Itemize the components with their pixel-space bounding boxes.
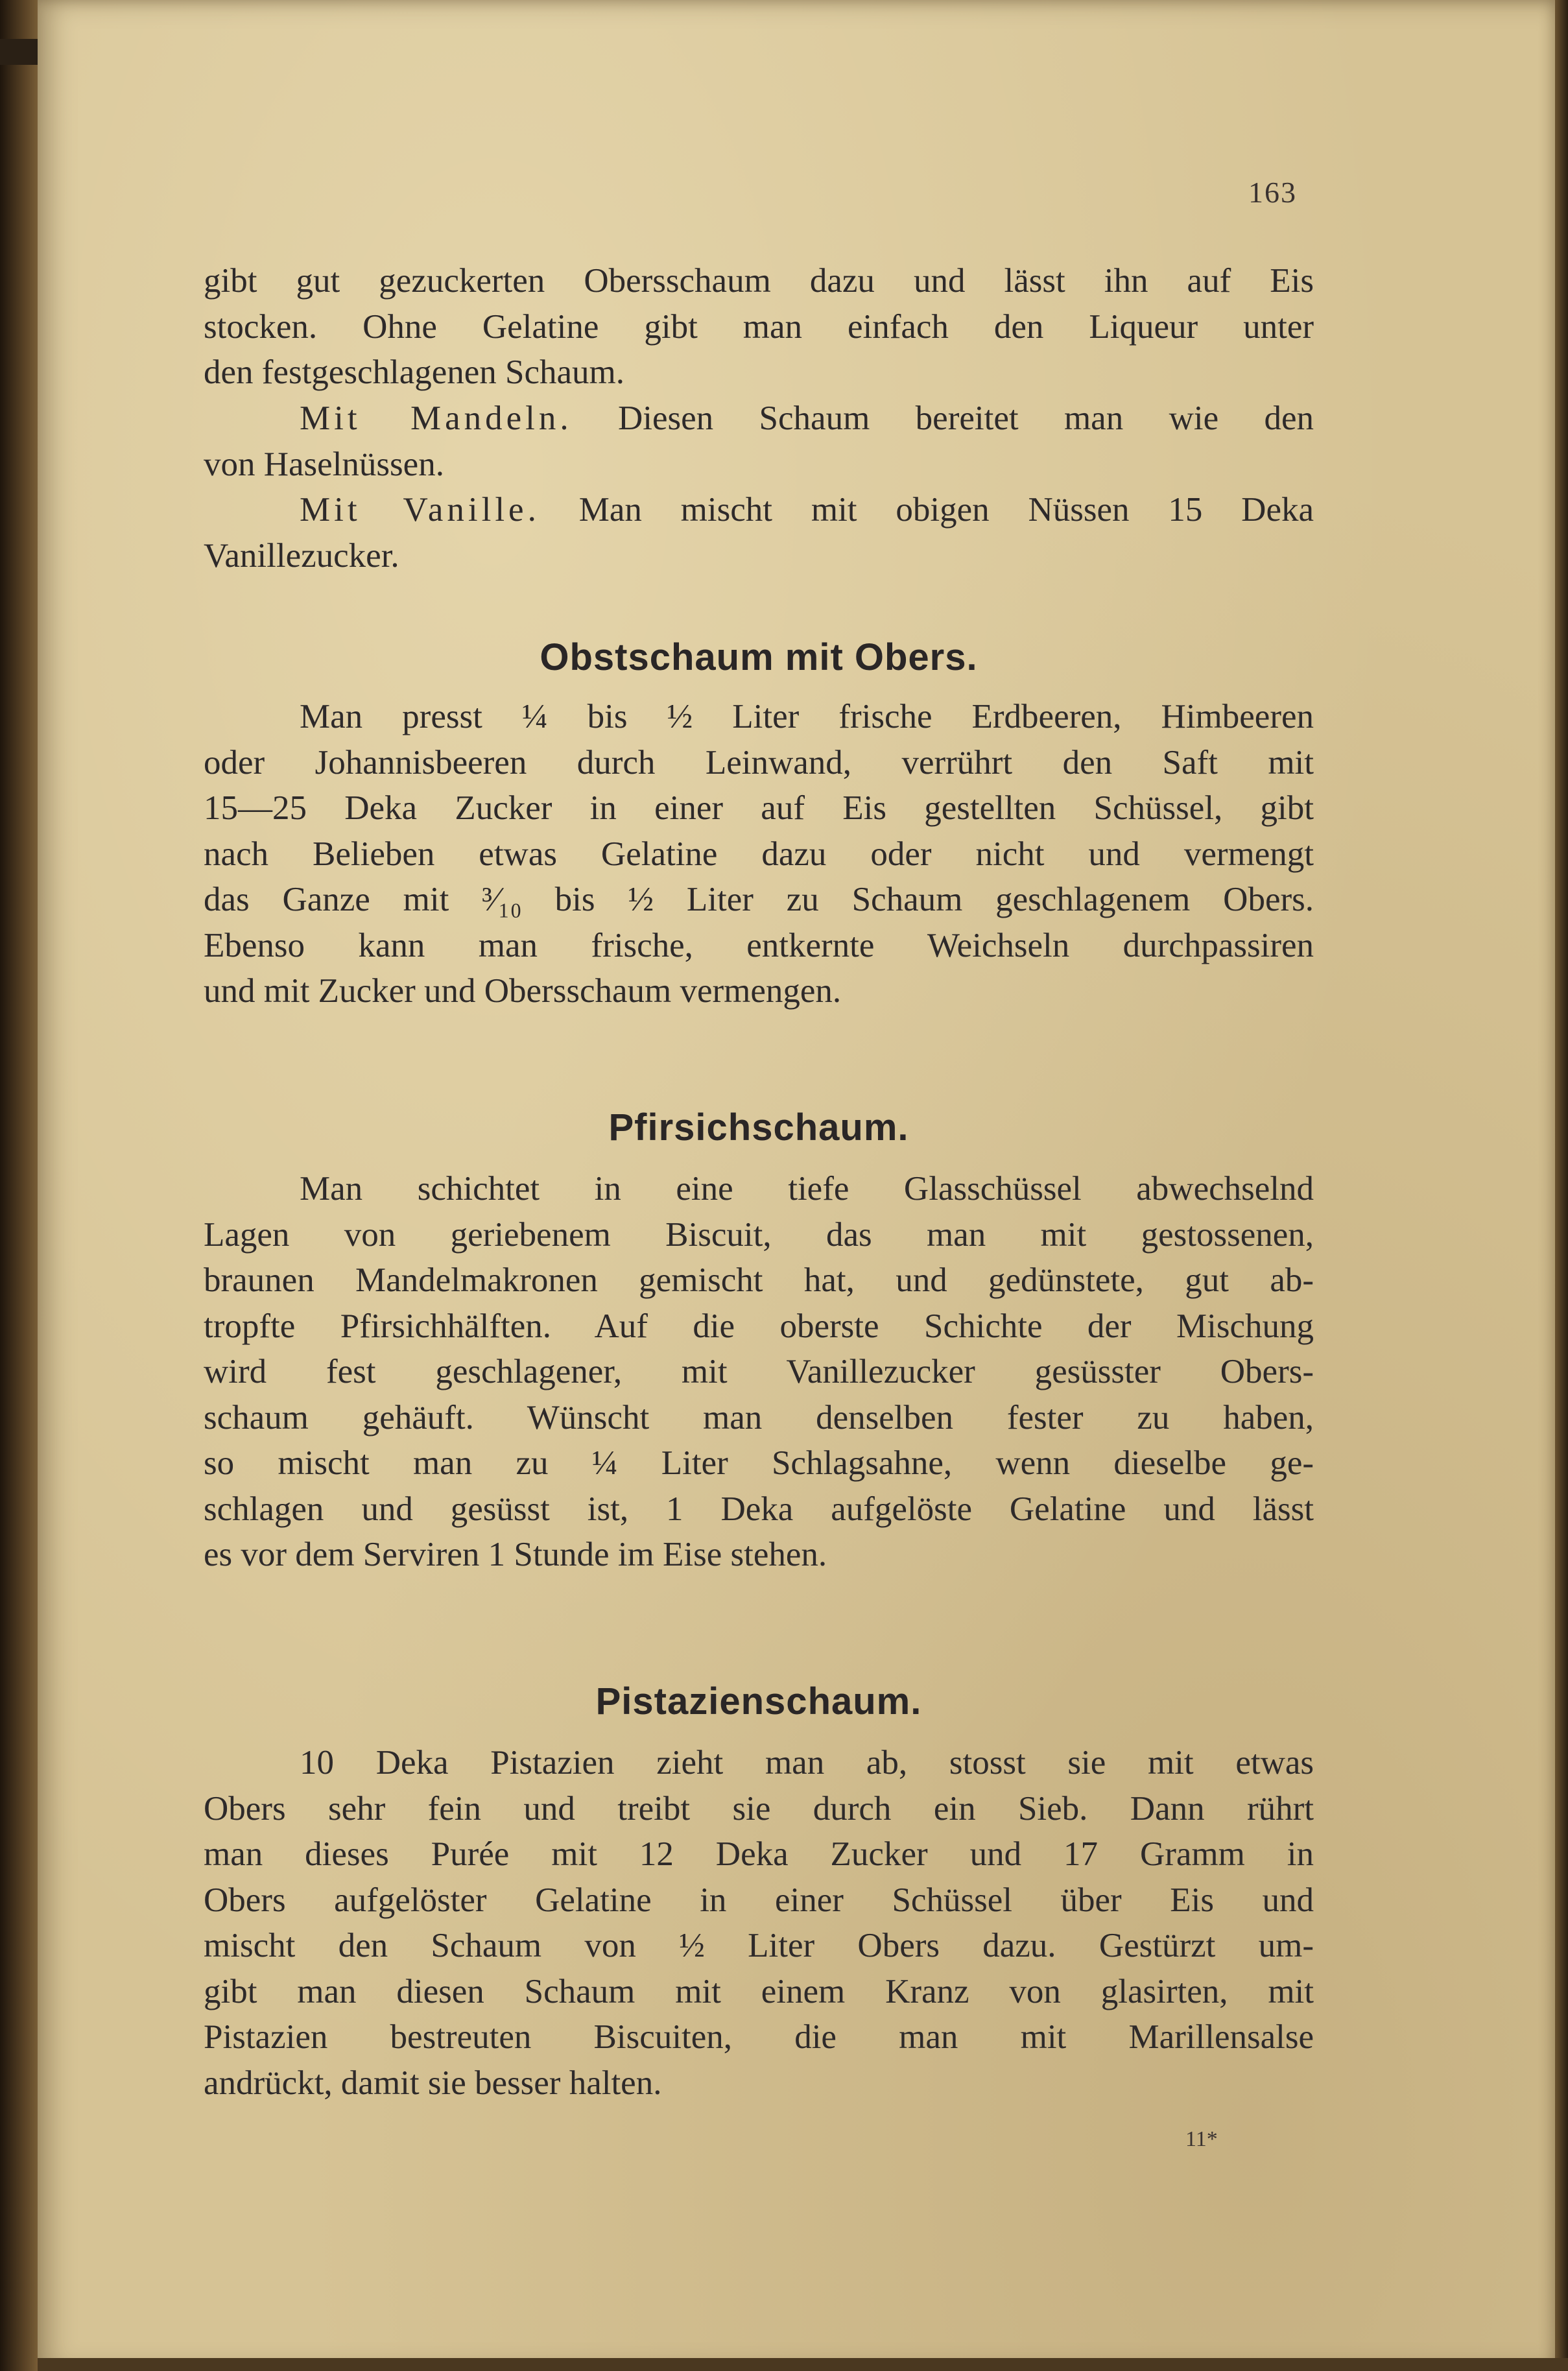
intro-paragraph: [204, 258, 1314, 396]
text-line: nach Belieben etwas Gelatine dazu oder nicht und vermengt: [204, 835, 1314, 873]
variant-label: Mit Vanille.: [300, 491, 540, 529]
section-paragraph: [204, 1740, 1314, 2106]
text-line: andrückt, damit sie besser halten.: [204, 2064, 662, 2102]
text-line: tropfte Pfirsichhälften. Auf die oberste Schichte der Mischung: [204, 1307, 1314, 1345]
text-line: mischt den Schaum von ½ Liter Obers dazu. Gestürzt um-: [204, 1927, 1314, 1964]
text-line: 10 Deka Pistazien zieht man ab, stosst sie mit etwas: [300, 1744, 1314, 1781]
section-paragraph: [204, 694, 1314, 1014]
text-line: Vanillezucker.: [204, 536, 399, 575]
text-line: [204, 396, 1314, 442]
vanille-paragraph: [204, 487, 1314, 578]
variant-text: Man mischt mit obigen Nüssen 15 Deka: [578, 491, 1314, 529]
text-line: Obers aufgelöster Gelatine in einer Schüssel über Eis und: [204, 1881, 1314, 1919]
text-line: oder Johannisbeeren durch Leinwand, verrührt den Saft mit: [204, 743, 1314, 781]
variant-label: Mit Mandeln.: [300, 399, 573, 437]
page-number: 163: [1248, 176, 1297, 209]
page-bottom-edge: [38, 2358, 1568, 2371]
text-line: wird fest geschlagener, mit Vanillezucker gesüsster Obers-: [204, 1353, 1314, 1390]
text-line: schaum gehäuft. Wünscht man denselben fester zu haben,: [204, 1398, 1314, 1436]
text-line: Obers sehr fein und treibt sie durch ein Sieb. Dann rührt: [204, 1789, 1314, 1828]
section-heading: Obstschaum mit Obers.: [540, 636, 978, 678]
section-paragraph: [204, 1166, 1314, 1578]
section-heading: Pistazienschaum.: [595, 1680, 922, 1722]
text-line: Ebenso kann man frische, entkernte Weichseln durchpassiren: [204, 926, 1314, 964]
mandeln-paragraph: [204, 396, 1314, 487]
signature-mark: 11*: [1185, 2127, 1218, 2151]
variant-text: Diesen Schaum bereitet man wie den: [618, 399, 1314, 437]
text-line: gibt gut gezuckerten Obersschaum dazu und lässt ihn auf Eis: [204, 262, 1314, 300]
text-line: Lagen von geriebenem Biscuit, das man mit gestossenen,: [204, 1215, 1314, 1254]
text-line: so mischt man zu ¼ Liter Schlagsahne, wenn dieselbe ge-: [204, 1444, 1314, 1482]
section-heading: Pfirsichschaum.: [608, 1106, 909, 1149]
text-line: das Ganze mit ³⁄₁₀ bis ½ Liter zu Schaum geschlagenem Obers.: [204, 881, 1314, 918]
text-line: Pistazien bestreuten Biscuiten, die man mit Marillensalse: [204, 2018, 1314, 2056]
text-line: braunen Mandelmakronen gemischt hat, und gedünstete, gut ab-: [204, 1261, 1314, 1299]
text-line: Man schichtet in eine tiefe Glasschüssel abwechselnd: [300, 1170, 1314, 1208]
text-line: schlagen und gesüsst ist, 1 Deka aufgelöste Gelatine und lässt: [204, 1490, 1314, 1528]
text-line: den festgeschlagenen Schaum.: [204, 353, 625, 391]
text-line: man dieses Purée mit 12 Deka Zucker und 17 Gramm in: [204, 1835, 1314, 1873]
text-line: 15—25 Deka Zucker in einer auf Eis gestellten Schüssel, gibt: [204, 789, 1314, 827]
page-right-edge: [1555, 0, 1568, 2371]
text-line: von Haselnüssen.: [204, 445, 444, 483]
text-line: und mit Zucker und Obersschaum vermengen.: [204, 972, 842, 1010]
text-line: gibt man diesen Schaum mit einem Kranz von glasirten, mit: [204, 1972, 1314, 2010]
text-line: es vor dem Serviren 1 Stunde im Eise stehen.: [204, 1536, 827, 1573]
text-line: Man presst ¼ bis ½ Liter frische Erdbeeren, Himbeeren: [300, 698, 1314, 735]
text-line: stocken. Ohne Gelatine gibt man einfach den Liqueur unter: [204, 307, 1314, 346]
text-line: [204, 487, 1314, 533]
